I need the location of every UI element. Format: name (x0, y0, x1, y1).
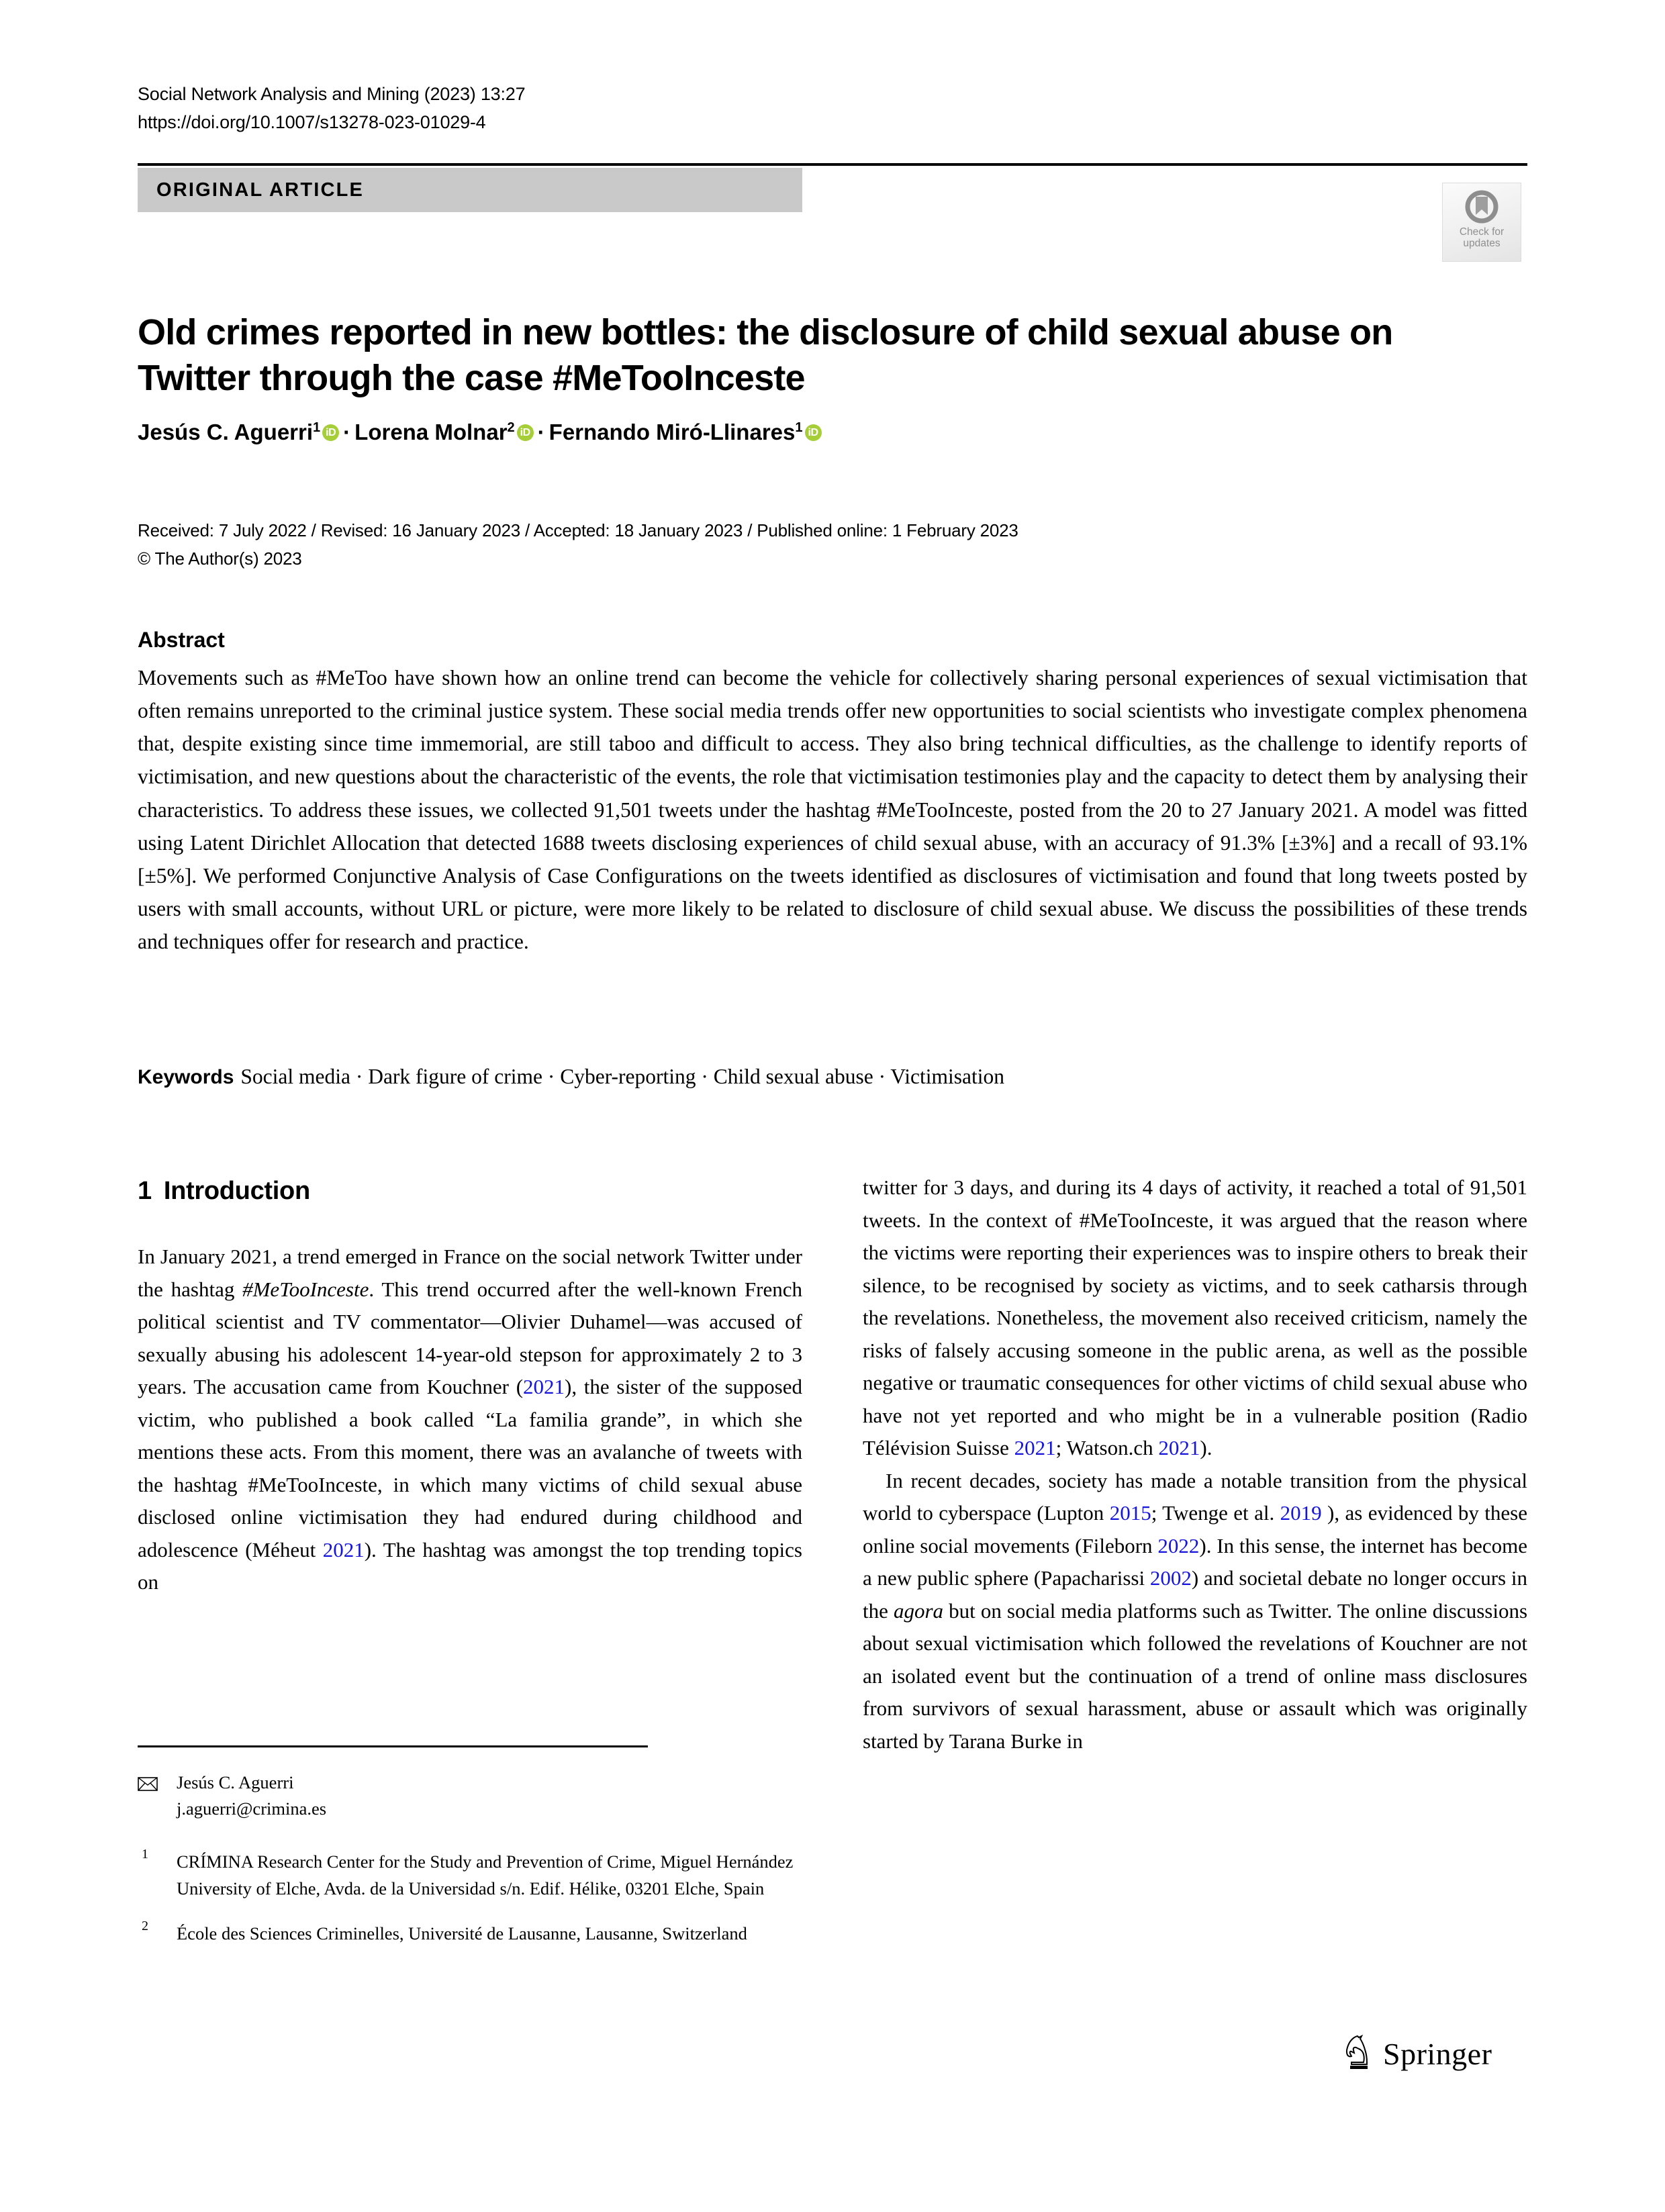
text-run: In January 2021, a trend emerged in France on the social network Twitter under the hashtag (138, 1245, 802, 1301)
body-column-right (863, 1171, 1527, 1758)
citation-link[interactable]: 2022 (1157, 1533, 1200, 1557)
affiliation-1 (138, 1849, 802, 1901)
abstract-text: Movements such as #MeToo have shown how an online trend can become the vehicle for collectively sharing personal experiences of sexual victimisation that often remains unreported to the criminal justice system. These social media trends offer new opportunities to social scientists who investigate complex phenomena that, despite existing since time immemorial, are still taboo and difficult to access. They also bring technical difficulties, as the challenge to identify reports of victimisation, and new questions about the characteristic of the events, the role that victimisation testimonies play and the capacity to detect them by analysing their characteristics. To address these issues, we collected 91,501 tweets under the hashtag #MeTooInceste, posted from the 20 to 27 January 2021. A model was fitted using Latent Dirichlet Allocation that detected 1688 tweets disclosing experiences of child sexual abuse, with an accuracy of 91.3% [±3%] and a recall of 93.1% [±5%]. We performed Conjunctive Analysis of Case Configurations on the tweets identified as disclosures of victimisation and found that long tweets posted by users with small accounts, without URL or picture, were more likely to be related to disclosure of child sexual abuse. We discuss the possibilities of these trends and techniques offer for research and practice. (138, 666, 1527, 953)
section-heading-introduction (138, 1171, 802, 1211)
citation-link[interactable]: 2002 (1149, 1566, 1192, 1590)
paragraph (863, 1465, 1527, 1758)
publisher-logo (1343, 2034, 1492, 2074)
text-run: but on social media platforms such as Twitter. The online discussions about sexual victimisation which followed the revelations of Kouchner are not an isolated event but the continuation of a trend of online mass disclosures from survivors of sexual harassment, abuse or assault which was originally started by Tarana Burke in (863, 1598, 1528, 1753)
hashtag-italic: #MeTooInceste (242, 1277, 369, 1301)
author-separator: · (343, 420, 351, 444)
text-run: ), as evidenced by these online social movements (Fileborn (863, 1501, 1527, 1557)
orcid-icon[interactable] (517, 424, 534, 441)
text-run: twitter for 3 days, and during its 4 days of activity, it reached a total of 91,501 tweets. In the context of #MeTooInceste, it was argued that the reason where the victims were reporting their experiences was to inspire others to break their silence, to be recognised by society as victims, and to seek catharsis through the revelations. Nonetheless, the movement also received criticism, namely the risks of falsely accusing someone in the public arena, as well as the possible negative or traumatic consequences for other victims of child sexual abuse who have not yet reported and who might be in a vulnerable position (Radio Télévision Suisse (863, 1175, 1527, 1459)
corresponding-author (138, 1770, 802, 1822)
envelope-icon (138, 1772, 158, 1786)
citation-link[interactable]: 2019 (1280, 1501, 1322, 1525)
keywords (138, 1061, 1527, 1092)
section-number: 1 (138, 1177, 152, 1205)
citation-link[interactable]: 2015 (1109, 1501, 1151, 1525)
author-name: Lorena Molnar (354, 420, 508, 444)
affiliation-2 (138, 1918, 802, 1947)
citation-link[interactable]: 2021 (523, 1375, 565, 1399)
footnote-block (138, 1770, 802, 1966)
crossmark-icon (1463, 188, 1501, 226)
author-affiliation-marker: 1 (313, 420, 321, 435)
journal-citation: Social Network Analysis and Mining (2023) 13:27 (138, 84, 526, 104)
body-column-left (138, 1171, 802, 1599)
text-run: ) and societal debate no longer occurs in the (863, 1566, 1527, 1623)
latin-term-italic: agora (893, 1598, 944, 1623)
springer-knight-icon (1343, 2034, 1374, 2074)
copyright-line: © The Author(s) 2023 (138, 548, 302, 569)
keywords-label: Keywords (138, 1066, 234, 1088)
text-run: In recent decades, society has made a notable transition from the physical world to cyberspace (Lupton (863, 1468, 1527, 1525)
corresponding-author-name: Jesús C. Aguerri (177, 1772, 294, 1792)
affiliation-marker: 2 (142, 1918, 148, 1933)
article-type-band (138, 168, 802, 212)
affiliation-text: CRÍMINA Research Center for the Study and Prevention of Crime, Miguel Hernández University of Elche, Avda. de la Universidad s/n. Edif. Hélike, 03201 Elche, Spain (177, 1852, 794, 1898)
author-name: Fernando Miró-Llinares (549, 420, 796, 444)
text-run: . This trend occurred after the well-known French political scientist and TV commentator—Olivier Duhamel—was accused of sexually abusing his adolescent 14-year-old stepson for approximately 2 to 3 years. The accusation came from Kouchner ( (138, 1277, 802, 1399)
journal-header (138, 81, 1527, 137)
journal-doi[interactable]: https://doi.org/10.1007/s13278-023-01029-4 (138, 111, 486, 132)
footnote-divider (138, 1745, 648, 1747)
orcid-icon[interactable] (805, 424, 822, 441)
check-for-updates-badge[interactable] (1442, 183, 1521, 262)
check-for-updates-line1: Check for (1459, 226, 1505, 238)
affiliation-marker: 1 (142, 1847, 148, 1862)
author-affiliation-marker: 1 (795, 420, 803, 435)
author-list (138, 420, 1527, 445)
citation-link[interactable]: 2021 (322, 1537, 365, 1561)
text-run: ). In this sense, the internet has become a new public sphere (Papacharissi (863, 1533, 1527, 1590)
header-divider (138, 163, 1527, 166)
citation-link[interactable]: 2021 (1158, 1436, 1200, 1459)
paragraph (138, 1241, 802, 1599)
keywords-terms: Social media · Dark figure of crime · Cyber-reporting · Child sexual abuse · Victimisation (240, 1065, 1004, 1088)
text-run: ; Twenge et al. (1151, 1501, 1280, 1525)
affiliation-text: École des Sciences Criminelles, Université de Lausanne, Lausanne, Switzerland (177, 1923, 747, 1943)
article-type-label: ORIGINAL ARTICLE (156, 179, 365, 201)
author-name: Jesús C. Aguerri (138, 420, 314, 444)
corresponding-author-email[interactable]: j.aguerri@crimina.es (177, 1798, 327, 1819)
orcid-icon[interactable] (322, 424, 339, 441)
abstract-heading: Abstract (138, 628, 225, 652)
springer-wordmark: Springer (1383, 2037, 1492, 2071)
date-history: Received: 7 July 2022 / Revised: 16 January 2023 / Accepted: 18 January 2023 / Published online: 1 February 2023 (138, 520, 1018, 540)
paragraph (863, 1171, 1527, 1465)
text-run: ). (1200, 1436, 1212, 1459)
citation-link[interactable]: 2021 (1014, 1436, 1056, 1459)
check-for-updates-line2: updates (1463, 237, 1501, 249)
author-separator: · (537, 420, 545, 444)
author-affiliation-marker: 2 (507, 420, 515, 435)
text-run: ). The hashtag was amongst the top trending topics on (138, 1537, 802, 1594)
text-run: ), the sister of the supposed victim, who published a book called “La familia grande”, in which she mentions these acts. From this moment, there was an avalanche of tweets with the hashtag #MeTooInceste, in which many victims of child sexual abuse disclosed online victimisation they had endured during childhood and adolescence (Méheut (138, 1375, 802, 1561)
publication-dates (138, 517, 1527, 573)
page-title: Old crimes reported in new bottles: the disclosure of child sexual abuse on Twitter through the case #MeTooInceste (138, 312, 1393, 399)
text-run: ; Watson.ch (1055, 1436, 1159, 1459)
section-heading-text: Introduction (163, 1177, 310, 1205)
